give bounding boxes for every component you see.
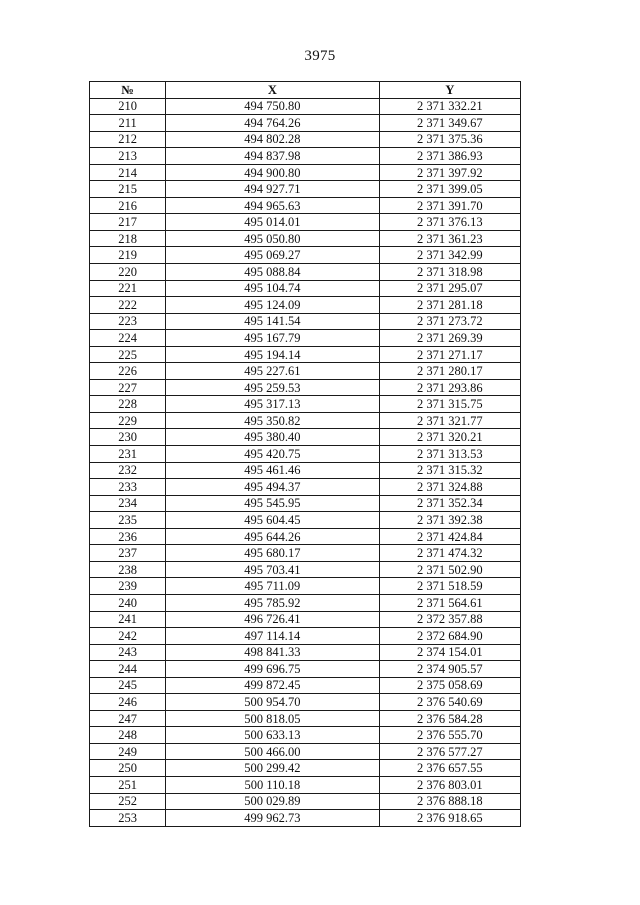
cell-x: 498 841.33	[166, 644, 379, 661]
cell-y: 2 376 803.01	[379, 776, 520, 793]
cell-x: 495 380.40	[166, 429, 379, 446]
cell-number: 223	[90, 313, 166, 330]
cell-y: 2 371 397.92	[379, 164, 520, 181]
table-row	[90, 412, 521, 429]
cell-y: 2 371 280.17	[379, 363, 520, 380]
cell-number: 234	[90, 495, 166, 512]
table-row	[90, 115, 521, 132]
table-header	[90, 82, 521, 99]
table-row	[90, 297, 521, 314]
cell-x: 495 461.46	[166, 462, 379, 479]
cell-y: 2 371 318.98	[379, 264, 520, 281]
cell-number: 228	[90, 396, 166, 413]
table-row	[90, 197, 521, 214]
cell-y: 2 371 399.05	[379, 181, 520, 198]
cell-number: 249	[90, 743, 166, 760]
cell-y: 2 374 154.01	[379, 644, 520, 661]
cell-x: 500 299.42	[166, 760, 379, 777]
table-row	[90, 644, 521, 661]
cell-number: 235	[90, 512, 166, 529]
cell-number: 231	[90, 446, 166, 463]
cell-number: 232	[90, 462, 166, 479]
table-row	[90, 694, 521, 711]
table-body	[90, 98, 521, 826]
cell-number: 229	[90, 412, 166, 429]
cell-y: 2 371 352.34	[379, 495, 520, 512]
cell-y: 2 371 293.86	[379, 379, 520, 396]
cell-x: 495 545.95	[166, 495, 379, 512]
cell-y: 2 371 564.61	[379, 594, 520, 611]
cell-x: 495 494.37	[166, 479, 379, 496]
table-row	[90, 462, 521, 479]
cell-number: 236	[90, 528, 166, 545]
table-row	[90, 479, 521, 496]
table-row	[90, 776, 521, 793]
cell-y: 2 371 332.21	[379, 98, 520, 115]
table-row	[90, 793, 521, 810]
table-row	[90, 446, 521, 463]
table-row	[90, 264, 521, 281]
cell-number: 213	[90, 148, 166, 165]
cell-x: 494 802.28	[166, 131, 379, 148]
header-x: X	[166, 82, 379, 99]
table-row	[90, 727, 521, 744]
cell-y: 2 371 324.88	[379, 479, 520, 496]
cell-x: 495 604.45	[166, 512, 379, 529]
cell-x: 494 764.26	[166, 115, 379, 132]
cell-x: 500 110.18	[166, 776, 379, 793]
cell-y: 2 371 474.32	[379, 545, 520, 562]
cell-x: 499 962.73	[166, 810, 379, 827]
cell-y: 2 372 357.88	[379, 611, 520, 628]
cell-x: 495 124.09	[166, 297, 379, 314]
cell-y: 2 371 315.32	[379, 462, 520, 479]
page-number: 3975	[304, 48, 336, 64]
table-row	[90, 98, 521, 115]
table-row	[90, 810, 521, 827]
cell-x: 494 837.98	[166, 148, 379, 165]
coordinates-table	[89, 81, 521, 827]
cell-y: 2 371 518.59	[379, 578, 520, 595]
cell-x: 495 711.09	[166, 578, 379, 595]
cell-number: 244	[90, 661, 166, 678]
table-row	[90, 661, 521, 678]
cell-number: 210	[90, 98, 166, 115]
cell-number: 251	[90, 776, 166, 793]
table-row	[90, 164, 521, 181]
cell-number: 253	[90, 810, 166, 827]
table-row	[90, 131, 521, 148]
cell-y: 2 371 392.38	[379, 512, 520, 529]
cell-x: 495 644.26	[166, 528, 379, 545]
cell-number: 250	[90, 760, 166, 777]
table-row	[90, 512, 521, 529]
cell-x: 495 088.84	[166, 264, 379, 281]
table-row	[90, 495, 521, 512]
cell-x: 495 069.27	[166, 247, 379, 264]
cell-x: 496 726.41	[166, 611, 379, 628]
cell-number: 247	[90, 710, 166, 727]
cell-y: 2 371 295.07	[379, 280, 520, 297]
table-row	[90, 230, 521, 247]
cell-y: 2 376 577.27	[379, 743, 520, 760]
table-row	[90, 628, 521, 645]
table-row	[90, 545, 521, 562]
cell-number: 222	[90, 297, 166, 314]
cell-number: 216	[90, 197, 166, 214]
header-row	[90, 82, 521, 99]
table-row	[90, 611, 521, 628]
table-row	[90, 346, 521, 363]
table-row	[90, 429, 521, 446]
cell-x: 495 167.79	[166, 330, 379, 347]
cell-x: 495 194.14	[166, 346, 379, 363]
cell-number: 243	[90, 644, 166, 661]
table-row	[90, 594, 521, 611]
cell-x: 500 633.13	[166, 727, 379, 744]
cell-x: 495 785.92	[166, 594, 379, 611]
header-y: Y	[379, 82, 520, 99]
cell-number: 252	[90, 793, 166, 810]
cell-number: 237	[90, 545, 166, 562]
cell-x: 494 750.80	[166, 98, 379, 115]
cell-number: 241	[90, 611, 166, 628]
cell-y: 2 371 273.72	[379, 313, 520, 330]
cell-y: 2 375 058.69	[379, 677, 520, 694]
cell-y: 2 371 424.84	[379, 528, 520, 545]
cell-x: 500 818.05	[166, 710, 379, 727]
cell-number: 242	[90, 628, 166, 645]
table-row	[90, 578, 521, 595]
cell-number: 246	[90, 694, 166, 711]
cell-y: 2 376 657.55	[379, 760, 520, 777]
table-row	[90, 280, 521, 297]
cell-y: 2 371 349.67	[379, 115, 520, 132]
table-row	[90, 330, 521, 347]
cell-x: 499 696.75	[166, 661, 379, 678]
table-row	[90, 743, 521, 760]
table-row	[90, 677, 521, 694]
table-row	[90, 247, 521, 264]
cell-number: 217	[90, 214, 166, 231]
cell-y: 2 371 391.70	[379, 197, 520, 214]
cell-y: 2 371 320.21	[379, 429, 520, 446]
cell-x: 500 466.00	[166, 743, 379, 760]
cell-y: 2 374 905.57	[379, 661, 520, 678]
cell-number: 225	[90, 346, 166, 363]
table-row	[90, 710, 521, 727]
cell-y: 2 371 269.39	[379, 330, 520, 347]
cell-number: 226	[90, 363, 166, 380]
cell-number: 239	[90, 578, 166, 595]
cell-number: 240	[90, 594, 166, 611]
cell-x: 499 872.45	[166, 677, 379, 694]
table-row	[90, 528, 521, 545]
cell-x: 500 954.70	[166, 694, 379, 711]
cell-number: 227	[90, 379, 166, 396]
cell-y: 2 371 375.36	[379, 131, 520, 148]
cell-number: 215	[90, 181, 166, 198]
cell-y: 2 371 342.99	[379, 247, 520, 264]
table-row	[90, 313, 521, 330]
cell-y: 2 371 376.13	[379, 214, 520, 231]
cell-y: 2 376 584.28	[379, 710, 520, 727]
cell-number: 233	[90, 479, 166, 496]
cell-y: 2 371 281.18	[379, 297, 520, 314]
table-row	[90, 379, 521, 396]
cell-number: 224	[90, 330, 166, 347]
cell-x: 495 420.75	[166, 446, 379, 463]
cell-y: 2 371 313.53	[379, 446, 520, 463]
cell-x: 495 680.17	[166, 545, 379, 562]
cell-number: 221	[90, 280, 166, 297]
cell-y: 2 371 315.75	[379, 396, 520, 413]
cell-x: 495 050.80	[166, 230, 379, 247]
cell-number: 245	[90, 677, 166, 694]
cell-x: 497 114.14	[166, 628, 379, 645]
cell-number: 212	[90, 131, 166, 148]
cell-y: 2 371 386.93	[379, 148, 520, 165]
cell-number: 219	[90, 247, 166, 264]
cell-y: 2 371 502.90	[379, 561, 520, 578]
cell-x: 494 965.63	[166, 197, 379, 214]
cell-y: 2 371 271.17	[379, 346, 520, 363]
cell-x: 494 900.80	[166, 164, 379, 181]
cell-x: 495 014.01	[166, 214, 379, 231]
cell-number: 211	[90, 115, 166, 132]
cell-y: 2 376 540.69	[379, 694, 520, 711]
cell-y: 2 376 918.65	[379, 810, 520, 827]
table-row	[90, 760, 521, 777]
cell-x: 495 227.61	[166, 363, 379, 380]
cell-x: 495 703.41	[166, 561, 379, 578]
cell-number: 238	[90, 561, 166, 578]
cell-x: 495 317.13	[166, 396, 379, 413]
cell-number: 218	[90, 230, 166, 247]
table-row	[90, 181, 521, 198]
cell-number: 220	[90, 264, 166, 281]
table-row	[90, 396, 521, 413]
cell-y: 2 371 361.23	[379, 230, 520, 247]
cell-number: 248	[90, 727, 166, 744]
cell-y: 2 372 684.90	[379, 628, 520, 645]
table-row	[90, 214, 521, 231]
table-row	[90, 148, 521, 165]
cell-x: 495 259.53	[166, 379, 379, 396]
cell-x: 495 104.74	[166, 280, 379, 297]
cell-number: 230	[90, 429, 166, 446]
cell-number: 214	[90, 164, 166, 181]
cell-y: 2 376 555.70	[379, 727, 520, 744]
table-row	[90, 561, 521, 578]
cell-x: 495 141.54	[166, 313, 379, 330]
table-row	[90, 363, 521, 380]
cell-y: 2 371 321.77	[379, 412, 520, 429]
cell-x: 500 029.89	[166, 793, 379, 810]
cell-y: 2 376 888.18	[379, 793, 520, 810]
cell-x: 495 350.82	[166, 412, 379, 429]
cell-x: 494 927.71	[166, 181, 379, 198]
header-number: №	[90, 82, 166, 99]
